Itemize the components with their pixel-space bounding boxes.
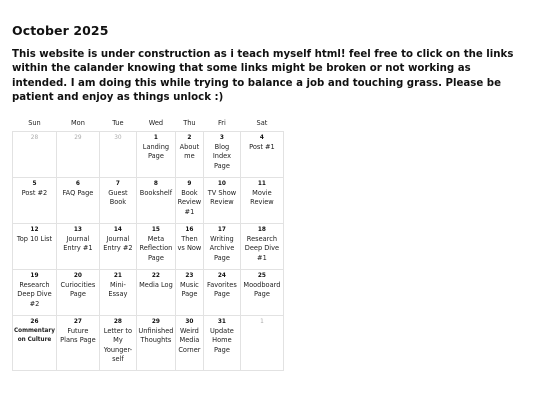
calendar-day-cell[interactable] xyxy=(175,224,203,270)
day-number: 25 xyxy=(257,273,266,280)
calendar-day-cell[interactable] xyxy=(13,224,57,270)
day-page-link[interactable]: Bookshelf xyxy=(139,189,173,198)
calendar-day-cell[interactable] xyxy=(99,316,136,371)
day-number: 1 xyxy=(260,319,264,326)
day-page-link[interactable]: Commentary on Culture xyxy=(14,328,55,344)
day-number: 12 xyxy=(30,227,39,234)
day-page-link[interactable]: Blog Index Page xyxy=(212,143,231,170)
calendar-day-cell xyxy=(99,132,136,178)
calendar-body xyxy=(13,132,284,371)
day-page-link[interactable]: Then vs Now xyxy=(177,235,202,253)
day-page-link[interactable]: Movie Review xyxy=(250,189,274,207)
calendar-day-cell[interactable] xyxy=(175,178,203,224)
day-page-link[interactable]: Letter to My Younger-self xyxy=(103,327,133,363)
day-number: 26 xyxy=(30,319,39,326)
page-title: October 2025 xyxy=(12,23,109,38)
day-number: 31 xyxy=(217,319,226,326)
calendar-day-cell[interactable] xyxy=(203,132,240,178)
day-number: 14 xyxy=(113,227,122,234)
calendar-week-row xyxy=(13,178,284,224)
day-page-link[interactable]: Writing Archive Page xyxy=(209,235,235,262)
calendar-day-cell[interactable] xyxy=(136,132,175,178)
calendar-day-cell[interactable] xyxy=(240,270,283,316)
day-page-link[interactable]: Guest Book xyxy=(108,189,128,207)
calendar-day-cell xyxy=(13,132,57,178)
day-page-link[interactable]: Media Log xyxy=(139,281,173,290)
day-page-link[interactable]: TV Show Review xyxy=(207,189,237,207)
day-page-link[interactable]: Top 10 List xyxy=(16,235,53,244)
calendar-day-cell[interactable] xyxy=(13,316,57,371)
calendar-day-cell[interactable] xyxy=(136,178,175,224)
calendar-day-cell[interactable] xyxy=(56,224,99,270)
calendar-day-cell[interactable] xyxy=(99,270,136,316)
calendar-day-cell[interactable] xyxy=(203,224,240,270)
calendar-week-row xyxy=(13,132,284,178)
calendar-day-cell[interactable] xyxy=(175,132,203,178)
day-page-link[interactable]: FAQ Page xyxy=(62,189,94,198)
calendar-day-cell[interactable] xyxy=(56,316,99,371)
calendar xyxy=(12,114,284,371)
day-number: 2 xyxy=(187,135,192,142)
calendar-day-cell[interactable] xyxy=(56,270,99,316)
day-number: 29 xyxy=(151,319,160,326)
day-number: 16 xyxy=(185,227,194,234)
day-number: 9 xyxy=(187,181,192,188)
day-number: 21 xyxy=(113,273,122,280)
day-number: 10 xyxy=(217,181,226,188)
calendar-week-row xyxy=(13,316,284,371)
day-page-link[interactable]: Favorites Page xyxy=(207,281,237,299)
day-number: 19 xyxy=(30,273,39,280)
weekday-sat: Sat xyxy=(256,118,268,127)
calendar-day-cell[interactable] xyxy=(175,270,203,316)
day-page-link[interactable]: Meta Reflection Page xyxy=(139,235,173,262)
calendar-day-cell[interactable] xyxy=(56,178,99,224)
day-number: 23 xyxy=(185,273,194,280)
day-page-link[interactable]: Unfinished Thoughts xyxy=(138,327,174,345)
calendar-day-cell xyxy=(56,132,99,178)
day-page-link[interactable]: Music Page xyxy=(180,281,199,299)
day-number: 18 xyxy=(257,227,266,234)
day-page-link[interactable]: Post #1 xyxy=(249,143,275,152)
day-page-link[interactable]: Landing Page xyxy=(142,143,170,161)
calendar-day-cell[interactable] xyxy=(13,178,57,224)
day-number: 28 xyxy=(113,319,122,326)
calendar-day-cell[interactable] xyxy=(13,270,57,316)
day-page-link[interactable]: About me xyxy=(179,143,200,161)
day-number: 11 xyxy=(257,181,266,188)
intro-text: This website is under construction as i teach myself html! feel free to click on the links within the calander knowing that some links might be broken or not working as intended. I am doing this while trying to balance a job and touching grass. Please be patient and enjoy as things unlock :) xyxy=(12,49,514,103)
day-number: 29 xyxy=(74,135,82,142)
day-number: 3 xyxy=(219,135,224,142)
day-number: 22 xyxy=(151,273,160,280)
weekday-tue: Tue xyxy=(112,118,124,127)
day-page-link[interactable]: Journal Entry #1 xyxy=(63,235,93,253)
calendar-day-cell[interactable] xyxy=(175,316,203,371)
calendar-day-cell[interactable] xyxy=(99,178,136,224)
day-number: 8 xyxy=(153,181,158,188)
day-number: 20 xyxy=(73,273,82,280)
day-page-link[interactable]: Book Review #1 xyxy=(177,189,202,216)
calendar-day-cell[interactable] xyxy=(240,178,283,224)
day-number: 13 xyxy=(73,227,82,234)
day-number: 17 xyxy=(217,227,226,234)
day-page-link[interactable]: Research Deep Dive #2 xyxy=(17,281,52,308)
day-number: 7 xyxy=(115,181,120,188)
day-page-link[interactable]: Journal Entry #2 xyxy=(103,235,133,253)
day-number: 30 xyxy=(185,319,194,326)
weekday-fri: Fri xyxy=(217,118,226,127)
day-page-link[interactable]: Research Deep Dive #1 xyxy=(244,235,280,262)
weekday-thu: Thu xyxy=(183,118,196,127)
day-page-link[interactable]: Moodboard Page xyxy=(243,281,281,299)
weekday-wed: Wed xyxy=(148,118,164,127)
calendar-day-cell[interactable] xyxy=(240,132,283,178)
day-page-link[interactable]: Post #2 xyxy=(21,189,48,198)
calendar-day-cell[interactable] xyxy=(240,224,283,270)
day-page-link[interactable]: Curiocities Page xyxy=(60,281,96,299)
day-number: 27 xyxy=(73,319,82,326)
day-number: 28 xyxy=(30,135,39,142)
day-number: 24 xyxy=(217,273,226,280)
day-page-link[interactable]: Update Home Page xyxy=(209,327,234,354)
day-number: 30 xyxy=(114,135,122,142)
calendar-day-cell[interactable] xyxy=(203,178,240,224)
weekday-mon: Mon xyxy=(70,118,85,127)
weekday-sun: Sun xyxy=(28,118,41,127)
calendar-day-cell[interactable] xyxy=(136,270,175,316)
calendar-day-cell[interactable] xyxy=(136,316,175,371)
calendar-day-cell[interactable] xyxy=(99,224,136,270)
weekday-header-row xyxy=(13,114,284,132)
day-page-link[interactable]: Mini-Essay xyxy=(108,281,128,299)
day-number: 5 xyxy=(32,181,37,188)
calendar-week-row xyxy=(13,224,284,270)
day-number: 4 xyxy=(259,135,264,142)
calendar-day-cell xyxy=(240,316,283,371)
day-number: 6 xyxy=(75,181,80,188)
day-page-link[interactable]: Weird Media Corner xyxy=(178,327,201,354)
calendar-day-cell[interactable] xyxy=(203,316,240,371)
calendar-day-cell[interactable] xyxy=(136,224,175,270)
day-page-link[interactable]: Future Plans Page xyxy=(60,327,96,345)
day-number: 15 xyxy=(151,227,160,234)
calendar-day-cell[interactable] xyxy=(203,270,240,316)
day-number: 1 xyxy=(153,135,158,142)
calendar-week-row xyxy=(13,270,284,316)
